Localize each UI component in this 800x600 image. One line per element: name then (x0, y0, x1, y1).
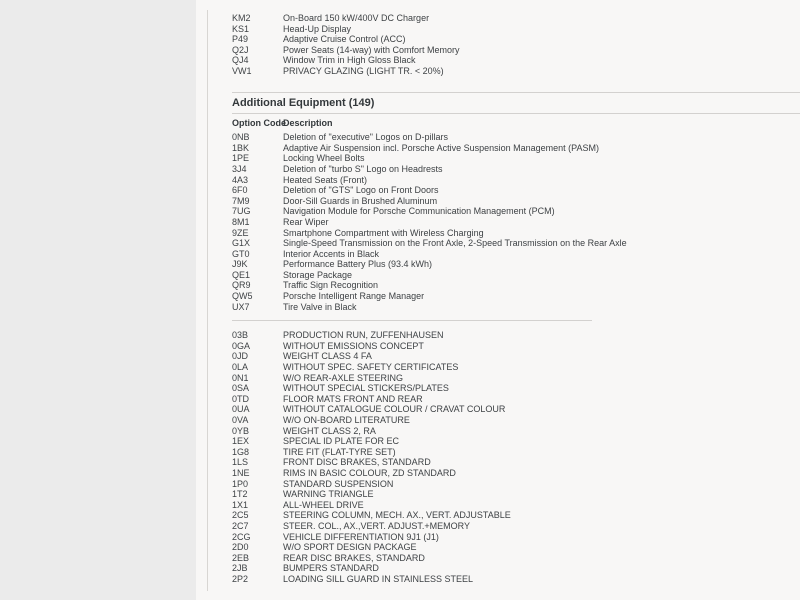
option-description: W/O ON-BOARD LITERATURE (283, 415, 410, 425)
table-row (232, 143, 800, 154)
table-row (232, 153, 800, 164)
table-row (232, 280, 800, 291)
option-description: SPECIAL ID PLATE FOR EC (283, 436, 400, 447)
table-row (232, 468, 800, 479)
table-row (232, 175, 800, 186)
option-description: W/O SPORT DESIGN PACKAGE (283, 542, 417, 553)
previous-options-table (232, 13, 800, 77)
option-code: 1X1 (232, 499, 249, 510)
table-row (232, 249, 800, 260)
equipment-list-container (207, 10, 800, 591)
option-description: Locking Wheel Bolts (283, 153, 365, 164)
option-code: QJ4 (232, 55, 249, 66)
option-code: 03B (232, 330, 249, 341)
table-row (232, 341, 800, 352)
table-row (232, 553, 800, 564)
option-description: Adaptive Air Suspension incl. Porsche Active Suspension Management (PASM) (283, 142, 599, 153)
table-row (232, 542, 800, 553)
table-row (232, 351, 800, 362)
option-description: PRODUCTION RUN, ZUFFENHAUSEN (283, 330, 444, 341)
table-row (232, 500, 800, 511)
option-code: 0NB (232, 132, 250, 143)
column-header-option-code: Option Code (232, 117, 286, 128)
table-row (232, 479, 800, 490)
section-top-divider (232, 92, 800, 93)
table-row (232, 291, 800, 302)
option-code: 2C5 (232, 510, 249, 521)
option-code: 2JB (232, 563, 248, 574)
option-code: 0SA (232, 383, 250, 394)
option-code: KM2 (232, 13, 251, 23)
table-row (232, 521, 800, 532)
table-row (232, 55, 800, 66)
option-code: VW1 (232, 65, 252, 76)
table-row (232, 415, 800, 426)
option-description: WEIGHT CLASS 4 FA (283, 351, 372, 362)
table-row (232, 510, 800, 521)
column-header-description: Description (283, 117, 333, 128)
table-row (232, 228, 800, 239)
option-code: 7UG (232, 206, 251, 217)
option-code: 2D0 (232, 542, 249, 553)
table-row (232, 196, 800, 207)
option-description: TIRE FIT (FLAT-TYRE SET) (283, 446, 396, 457)
option-description: ALL-WHEEL DRIVE (283, 499, 364, 510)
table-column-headers (232, 118, 800, 129)
table-row (232, 259, 800, 270)
table-row (232, 436, 800, 447)
table-row (232, 238, 800, 249)
option-code: 1EX (232, 436, 250, 447)
table-row (232, 426, 800, 437)
table-row (232, 362, 800, 373)
option-code: 0VA (232, 415, 249, 425)
option-description: WEIGHT CLASS 2, RA (283, 425, 376, 436)
option-code: 8M1 (232, 216, 250, 227)
option-code: QE1 (232, 269, 251, 280)
option-description: BUMPERS STANDARD (283, 563, 379, 574)
table-row (232, 132, 800, 143)
table-row (232, 563, 800, 574)
option-code: 1P0 (232, 478, 249, 489)
option-description: Door-Sill Guards in Brushed Aluminum (283, 195, 438, 206)
option-description: WITHOUT EMISSIONS CONCEPT (283, 340, 424, 351)
option-description: Window Trim in High Gloss Black (283, 55, 416, 66)
option-description: STEERING COLUMN, MECH. AX., VERT. ADJUSTABLE (283, 510, 511, 521)
option-description: Traffic Sign Recognition (283, 280, 379, 291)
table-row (232, 404, 800, 415)
option-code: 1PE (232, 153, 250, 164)
option-description: STANDARD SUSPENSION (283, 478, 394, 489)
option-description: Performance Battery Plus (93.4 kWh) (283, 259, 433, 270)
additional-equipment-table-group1 (232, 132, 800, 312)
option-description: WITHOUT SPEC. SAFETY CERTIFICATES (283, 362, 459, 373)
option-description: Navigation Module for Porsche Communication Management (PCM) (283, 206, 555, 217)
option-description: RIMS IN BASIC COLOUR, ZD STANDARD (283, 467, 456, 478)
option-description: Head-Up Display (283, 23, 352, 34)
option-code: QW5 (232, 291, 253, 302)
option-description: REAR DISC BRAKES, STANDARD (283, 552, 425, 563)
table-row (232, 34, 800, 45)
table-row (232, 383, 800, 394)
option-code: G1X (232, 238, 251, 249)
section-heading: Additional Equipment (149) (232, 96, 375, 109)
option-code: 1G8 (232, 446, 250, 457)
option-description: STEER. COL., AX.,VERT. ADJUST.+MEMORY (283, 520, 470, 531)
option-code: 2EB (232, 552, 250, 563)
heading-underline-divider (232, 113, 800, 114)
option-code: 7M9 (232, 195, 250, 206)
option-code: 1T2 (232, 489, 248, 500)
option-description: Power Seats (14-way) with Comfort Memory (283, 44, 460, 55)
option-code: J9K (232, 259, 248, 270)
table-row (232, 24, 800, 35)
table-row (232, 13, 800, 24)
table-row (232, 45, 800, 56)
group-separator-divider (232, 320, 592, 321)
table-row (232, 373, 800, 384)
option-description: Rear Wiper (283, 216, 329, 227)
option-code: P49 (232, 34, 249, 45)
option-description: Smartphone Compartment with Wireless Charging (283, 227, 484, 238)
option-code: 0JD (232, 351, 249, 362)
option-code: 0YB (232, 425, 250, 436)
table-row (232, 489, 800, 500)
option-code: GT0 (232, 248, 250, 259)
option-description: WITHOUT CATALOGUE COLOUR / CRAVAT COLOUR (283, 404, 506, 415)
option-code: 0TD (232, 393, 250, 404)
table-row (232, 457, 800, 468)
option-code: 0UA (232, 404, 250, 415)
option-description: Storage Package (283, 269, 353, 280)
table-row (232, 217, 800, 228)
option-description: FRONT DISC BRAKES, STANDARD (283, 457, 431, 468)
option-code: 9ZE (232, 227, 249, 238)
option-description: WITHOUT SPECIAL STICKERS/PLATES (283, 383, 449, 394)
option-code: 1LS (232, 457, 249, 468)
option-code: Q2J (232, 44, 249, 55)
option-description: WARNING TRIANGLE (283, 489, 374, 500)
option-description: Interior Accents in Black (283, 248, 380, 259)
option-description: VEHICLE DIFFERENTIATION 9J1 (J1) (283, 531, 439, 542)
option-code: 2C7 (232, 520, 249, 531)
table-row (232, 164, 800, 175)
table-row (232, 330, 800, 341)
option-description: Heated Seats (Front) (283, 174, 368, 185)
option-description: Tire Valve in Black (283, 301, 357, 312)
option-code: 2CG (232, 531, 251, 542)
option-description: Deletion of "executive" Logos on D-pillars (283, 132, 448, 143)
option-code: 0GA (232, 340, 251, 351)
table-row (232, 206, 800, 217)
option-description: On-Board 150 kW/400V DC Charger (283, 13, 430, 23)
table-row (232, 302, 800, 313)
table-row (232, 447, 800, 458)
option-description: Deletion of "GTS" Logo on Front Doors (283, 185, 439, 196)
option-code: 1NE (232, 467, 250, 478)
option-code: 0N1 (232, 372, 249, 383)
option-code: 6F0 (232, 185, 248, 196)
option-description: W/O REAR-AXLE STEERING (283, 372, 404, 383)
option-code: QR9 (232, 280, 251, 291)
option-description: Porsche Intelligent Range Manager (283, 291, 425, 302)
option-description: Adaptive Cruise Control (ACC) (283, 34, 406, 45)
table-row (232, 185, 800, 196)
option-code: 2P2 (232, 573, 249, 584)
option-code: 4A3 (232, 174, 249, 185)
option-code: 0LA (232, 362, 249, 373)
option-description: FLOOR MATS FRONT AND REAR (283, 393, 423, 404)
option-description: LOADING SILL GUARD IN STAINLESS STEEL (283, 573, 474, 584)
option-code: UX7 (232, 301, 250, 312)
option-description: PRIVACY GLAZING (LIGHT TR. < 20%) (283, 65, 444, 76)
option-code: 1BK (232, 142, 250, 153)
table-row (232, 66, 800, 77)
table-row (232, 532, 800, 543)
option-code: 3J4 (232, 163, 247, 174)
option-description: Single-Speed Transmission on the Front Axle, 2-Speed Transmission on the Rear Axle (283, 238, 627, 249)
additional-equipment-table-group2 (232, 330, 800, 584)
table-row (232, 574, 800, 585)
table-row (232, 394, 800, 405)
option-description: Deletion of "turbo S" Logo on Headrests (283, 163, 443, 174)
content-card (196, 0, 800, 600)
option-code: KS1 (232, 23, 250, 34)
table-row (232, 270, 800, 281)
